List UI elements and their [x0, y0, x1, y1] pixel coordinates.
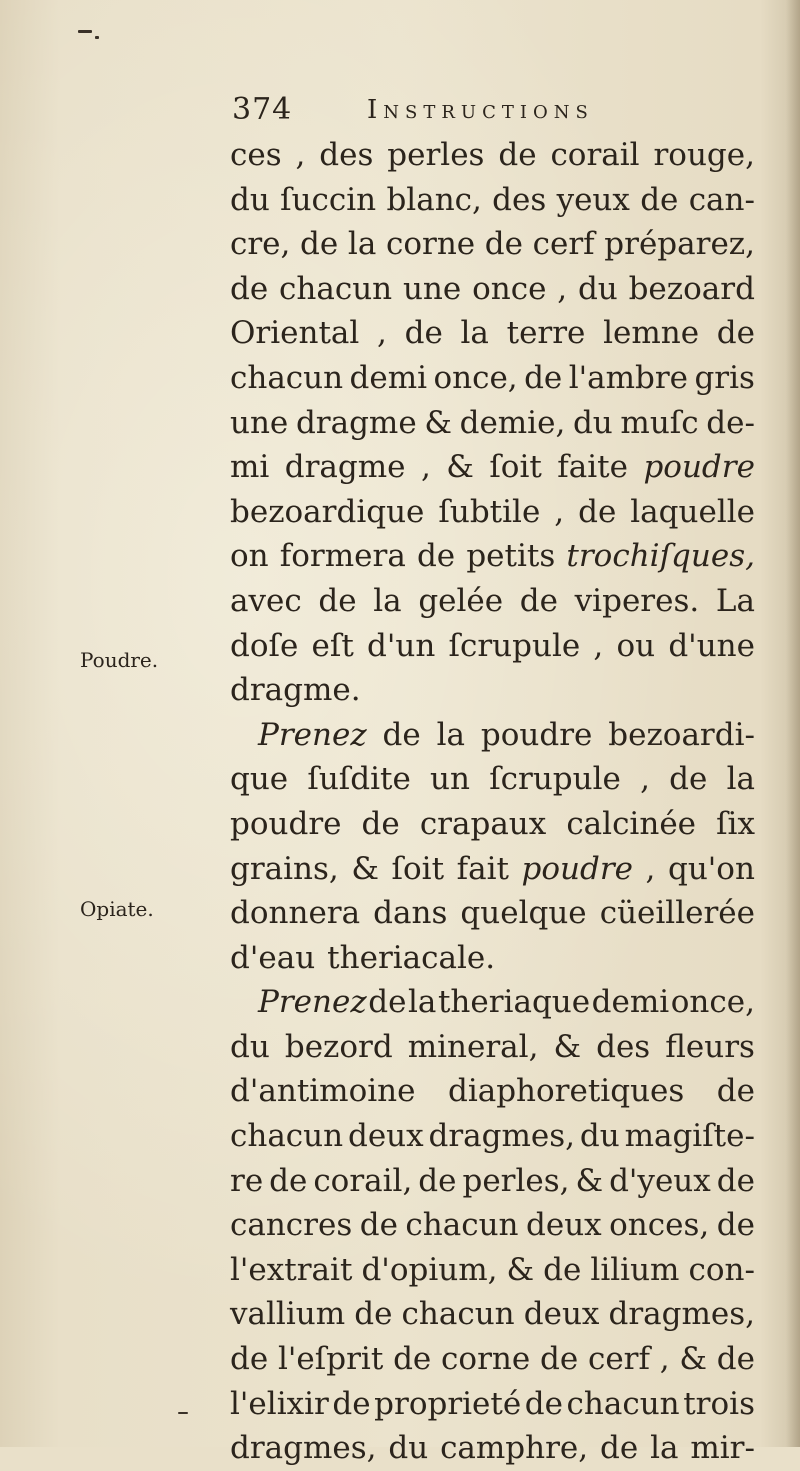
word: petits — [466, 538, 556, 575]
word: chacun — [566, 1385, 680, 1422]
word: Oriental — [230, 315, 360, 352]
word: & — [446, 449, 474, 486]
word: perles — [387, 137, 485, 173]
text-line — [230, 802, 755, 847]
word: on — [230, 538, 269, 575]
word: corail, — [313, 1162, 413, 1199]
word: eſt — [311, 627, 354, 664]
word: ſix — [716, 805, 755, 842]
word: once, — [433, 359, 518, 396]
word: Prenez — [258, 716, 367, 753]
word: , — [557, 270, 568, 307]
text-line — [230, 490, 755, 535]
word: ſuſdite — [307, 761, 411, 798]
word: deux — [347, 1118, 424, 1155]
word: vallium — [230, 1296, 346, 1333]
text-line — [230, 847, 755, 892]
word: la — [408, 984, 437, 1021]
word: de — [716, 1207, 755, 1244]
text-line — [230, 891, 755, 936]
word: du — [572, 404, 613, 441]
word: la — [460, 315, 489, 352]
word: de — [498, 137, 537, 173]
word: de — [543, 1251, 582, 1288]
word: camphre, — [440, 1430, 589, 1467]
word: dragme — [295, 404, 417, 441]
word: une — [230, 404, 289, 441]
word: cüeillerée — [599, 895, 755, 932]
word: des — [596, 1028, 651, 1065]
word: once, — [670, 984, 755, 1021]
text-line — [230, 133, 755, 178]
word: de — [318, 582, 357, 619]
word: d'opium, — [361, 1251, 498, 1288]
word: yeux — [556, 181, 630, 218]
word: de — [519, 582, 558, 619]
word: bezoardi- — [608, 716, 755, 753]
word: fait — [456, 850, 509, 887]
word: cerf — [532, 226, 595, 263]
word: & — [679, 1341, 707, 1378]
word: , — [554, 493, 565, 530]
word: cre, — [230, 226, 291, 263]
word: lilium — [590, 1251, 680, 1288]
word: once — [472, 270, 547, 307]
word: deux — [526, 1207, 602, 1244]
text-line — [230, 624, 755, 669]
word: blanc, — [386, 181, 482, 218]
word: d'eau — [230, 939, 316, 976]
word: l'ambre — [568, 359, 689, 396]
word: re — [230, 1162, 264, 1199]
word: trochiſques, — [566, 538, 755, 575]
word: dans — [373, 895, 448, 932]
text-line — [230, 980, 755, 1025]
word: poudre — [643, 449, 755, 486]
word: dragmes, — [428, 1118, 575, 1155]
ink-speck — [78, 30, 92, 33]
word: que — [230, 761, 289, 798]
word: donnera — [230, 895, 361, 932]
word: de — [269, 1162, 308, 1199]
word: La — [715, 582, 755, 619]
word: l'elixir — [230, 1385, 329, 1422]
word: du — [388, 1430, 429, 1467]
word: can- — [688, 181, 755, 218]
word: de — [230, 1341, 269, 1378]
word: la — [373, 582, 402, 619]
word: theriacale. — [327, 939, 496, 976]
word: la — [347, 226, 377, 263]
word: bezoard — [628, 270, 755, 307]
word: de — [716, 1341, 755, 1378]
word: de — [404, 315, 443, 352]
word: dragmes, — [608, 1296, 755, 1333]
word: ou — [616, 627, 656, 664]
running-head — [232, 90, 752, 130]
word: demi — [349, 359, 428, 396]
text-line — [230, 936, 755, 981]
word: fleurs — [665, 1028, 755, 1065]
word: de — [382, 716, 421, 753]
text-line — [230, 267, 755, 312]
text-line — [230, 668, 755, 713]
word: formera — [279, 538, 406, 575]
word: dragme. — [230, 672, 361, 709]
word: une — [402, 270, 462, 307]
word: de — [716, 1162, 755, 1199]
word: perles, — [462, 1162, 570, 1199]
word: de — [716, 1073, 755, 1110]
word: dragmes, — [230, 1430, 377, 1467]
word: & — [553, 1028, 582, 1065]
word: chacun — [405, 1207, 519, 1244]
body-text — [230, 133, 755, 1471]
word: rouge, — [653, 137, 755, 173]
word: d'yeux — [609, 1162, 711, 1199]
text-line — [230, 356, 755, 401]
word: muſc — [620, 404, 699, 441]
text-line — [230, 1025, 755, 1070]
text-line — [230, 222, 755, 267]
word: de — [716, 315, 755, 352]
word: & — [351, 850, 379, 887]
word: , — [659, 1341, 670, 1378]
word: la — [436, 716, 466, 753]
word: bezord — [284, 1028, 393, 1065]
word: qu'on — [667, 850, 755, 887]
text-line — [230, 401, 755, 446]
word: gelée — [418, 582, 504, 619]
word: un — [430, 761, 470, 798]
text-line — [230, 534, 755, 579]
word: mir- — [690, 1430, 755, 1467]
text-line — [230, 1337, 755, 1382]
word: , — [593, 627, 604, 664]
text-line — [230, 1382, 755, 1427]
margin-note-poudre: Poudre. — [80, 648, 159, 672]
margin-note-opiate: Opiate. — [80, 897, 154, 921]
word: crapaux — [419, 805, 547, 842]
word: de — [230, 270, 269, 307]
text-line — [230, 178, 755, 223]
word: theriaque — [437, 984, 591, 1021]
word: du — [230, 181, 270, 218]
word: d'une — [668, 627, 755, 664]
word: de — [669, 761, 708, 798]
page-number: 374 — [232, 92, 293, 127]
word: , — [420, 449, 431, 486]
word: magiſte- — [624, 1118, 755, 1155]
word: d'un — [367, 627, 436, 664]
word: de — [524, 1385, 563, 1422]
word: corail — [550, 137, 640, 173]
word: cancres — [230, 1207, 353, 1244]
word: ſubtile — [438, 493, 541, 530]
text-line — [230, 1426, 755, 1471]
word: & — [575, 1162, 604, 1199]
word: ces — [230, 137, 282, 173]
word: laquelle — [630, 493, 755, 530]
text-line — [230, 1069, 755, 1114]
text-line — [230, 757, 755, 802]
word: de — [361, 805, 400, 842]
word: dragme — [284, 449, 406, 486]
word: du — [230, 1028, 270, 1065]
word: de — [332, 1385, 371, 1422]
word: gris — [694, 359, 755, 396]
word: demi — [591, 984, 670, 1021]
word: de — [359, 1207, 398, 1244]
word: de — [300, 226, 339, 263]
text-line — [230, 311, 755, 356]
word: proprieté — [374, 1385, 522, 1422]
word: demie, — [459, 404, 566, 441]
word: poudre — [480, 716, 593, 753]
word: , — [295, 137, 306, 173]
word: chacun — [230, 1118, 344, 1155]
word: grains, — [230, 850, 339, 887]
word: terre — [506, 315, 586, 352]
word: de — [600, 1430, 639, 1467]
word: de — [484, 226, 523, 263]
word: des — [492, 181, 547, 218]
word: poudre — [521, 850, 633, 887]
ink-speck — [95, 36, 99, 39]
word: deux — [523, 1296, 600, 1333]
word: con- — [688, 1251, 755, 1288]
word: quelque — [460, 895, 587, 932]
word: Prenez — [258, 984, 367, 1021]
word: de — [539, 1341, 579, 1378]
word: chacun — [230, 359, 344, 396]
word: onces, — [609, 1207, 710, 1244]
word: bezoardique — [230, 493, 425, 530]
word: ſoit — [489, 449, 542, 486]
word: & — [424, 404, 452, 441]
word: de — [578, 493, 617, 530]
word: de — [416, 538, 456, 575]
word: la — [650, 1430, 679, 1467]
word: viperes. — [574, 582, 700, 619]
running-title: Instructions — [367, 95, 594, 125]
word: des — [319, 137, 374, 173]
word: doſe — [230, 627, 299, 664]
word: la — [726, 761, 755, 798]
ink-speck — [178, 1412, 188, 1414]
word: du — [579, 1118, 620, 1155]
word: de — [368, 984, 407, 1021]
word: faite — [557, 449, 628, 486]
word: lemne — [603, 315, 700, 352]
word: avec — [230, 582, 302, 619]
word: & — [506, 1251, 535, 1288]
word: de — [418, 1162, 457, 1199]
text-line — [230, 445, 755, 490]
word: , — [377, 315, 387, 352]
word: diaphoretiques — [447, 1073, 685, 1110]
word: de — [640, 181, 679, 218]
word: ſcrupule — [489, 761, 621, 798]
text-line — [230, 1292, 755, 1337]
word: cerf — [587, 1341, 650, 1378]
text-line — [230, 579, 755, 624]
text-line — [230, 1159, 755, 1204]
page-edge-shadow — [786, 0, 800, 1447]
word: de- — [706, 404, 755, 441]
word: ſuccin — [280, 181, 377, 218]
word: , — [645, 850, 656, 887]
word: mi — [230, 449, 270, 486]
word: trois — [683, 1385, 755, 1422]
text-line — [230, 1203, 755, 1248]
text-line — [230, 1248, 755, 1293]
word: corne — [441, 1341, 531, 1378]
word: ſoit — [391, 850, 445, 887]
word: chacun — [401, 1296, 515, 1333]
word: du — [577, 270, 618, 307]
word: l'extrait — [230, 1251, 353, 1288]
word: chacun — [279, 270, 393, 307]
word: d'antimoine — [230, 1073, 416, 1110]
word: , — [640, 761, 650, 798]
text-line — [230, 713, 755, 758]
word: corne — [385, 226, 476, 263]
word: ſcrupule — [448, 627, 581, 664]
word: mineral, — [407, 1028, 539, 1065]
word: poudre — [230, 805, 342, 842]
word: calcinée — [566, 805, 697, 842]
word: l'eſprit — [277, 1341, 384, 1378]
word: de — [524, 359, 563, 396]
word: de — [393, 1341, 432, 1378]
word: de — [354, 1296, 393, 1333]
word: préparez, — [604, 226, 755, 263]
text-line — [230, 1114, 755, 1159]
